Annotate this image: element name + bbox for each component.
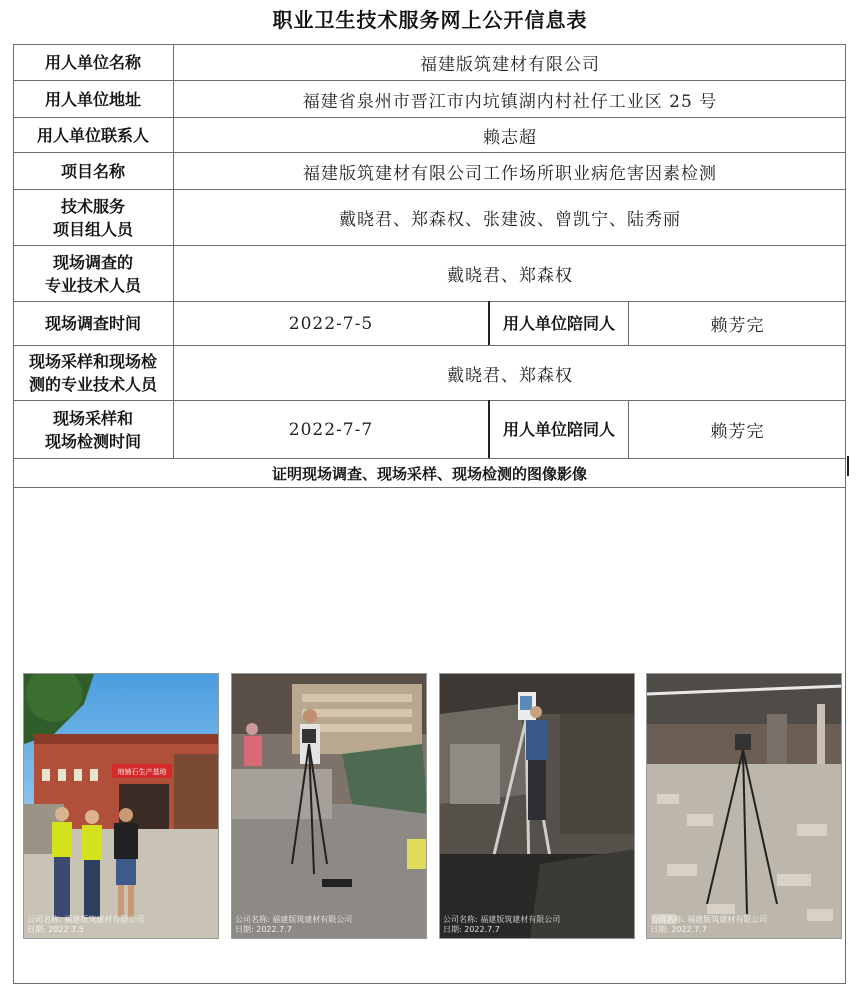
- photo-3-caption: [443, 915, 560, 935]
- photo-site-survey: [23, 673, 219, 939]
- photo-3-caption-company: 公司名称: 福建版筑建材有限公司: [443, 915, 561, 924]
- photo-4-caption-date: 日期: 2022.7.7: [650, 925, 707, 934]
- sampling-companion-label: 用人单位陪同人: [502, 420, 615, 439]
- photo-1-caption: [27, 915, 144, 935]
- team-label-line1: 技术服务: [60, 196, 125, 216]
- sampling-staff-label-line1: 现场采样和现场检: [28, 352, 157, 371]
- project-label: 项目名称: [60, 161, 125, 181]
- photo-3-caption-date: 日期: 2022.7.7: [443, 925, 500, 934]
- sampling-staff-value: 戴晓君、郑森权: [447, 365, 573, 386]
- survey-companion-label: 用人单位陪同人: [502, 314, 615, 333]
- photo-sampling-1: [231, 673, 427, 939]
- photo-4-caption: [650, 915, 767, 935]
- survey-staff-label: [13, 246, 173, 301]
- images-section-title: 证明现场调查、现场采样、现场检测的图像影像: [271, 464, 587, 483]
- sampling-time-label-line1: 现场采样和: [52, 408, 133, 428]
- survey-staff-label-line1: 现场调查的: [52, 252, 133, 272]
- photo-2-caption-company: 公司名称: 福建版筑建材有限公司: [235, 915, 353, 924]
- sampling-staff-label: [13, 346, 173, 400]
- team-value: 戴晓君、郑森权、张建波、曾凯宁、陆秀丽: [339, 210, 681, 230]
- unit-name-label: 用人单位名称: [44, 52, 141, 72]
- survey-time-value: 2022-7-5: [288, 313, 374, 334]
- sampling-time-label-line2: 现场检测时间: [44, 431, 141, 451]
- margin-mark: [847, 456, 849, 476]
- sampling-time-label: [13, 401, 173, 458]
- photo-4-caption-company: 公司名称: 福建版筑建材有限公司: [650, 915, 768, 924]
- store-sign-text: 地铺石生产基地: [117, 768, 167, 776]
- team-label-line2: 项目组人员: [52, 219, 133, 239]
- survey-staff-label-line2: 专业技术人员: [44, 275, 141, 295]
- unit-address-value: 福建省泉州市晋江市内坑镇湖内村社仔工业区 25 号: [302, 91, 718, 112]
- photo-sampling-2: [439, 673, 635, 939]
- photo-2-caption-date: 日期: 2022.7.7: [235, 925, 292, 934]
- survey-time-label: 现场调查时间: [44, 314, 141, 333]
- photo-1-caption-company: 公司名称: 福建版筑建材有限公司: [27, 915, 145, 924]
- contact-label: 用人单位联系人: [36, 125, 149, 145]
- project-value: 福建版筑建材有限公司工作场所职业病危害因素检测: [303, 163, 717, 184]
- photo-1-caption-date: 日期: 2022.7.5: [27, 925, 84, 934]
- photo-sampling-3: [646, 673, 842, 939]
- unit-address-label: 用人单位地址: [44, 89, 141, 109]
- survey-companion-value: 赖芳完: [710, 316, 765, 336]
- sampling-staff-label-line2: 测的专业技术人员: [28, 375, 157, 394]
- photo-2-caption: [235, 915, 352, 935]
- team-label: [13, 190, 173, 245]
- unit-name-value: 福建版筑建材有限公司: [420, 54, 600, 75]
- contact-value: 赖志超: [483, 127, 537, 148]
- page-title: 职业卫生技术服务网上公开信息表: [272, 8, 588, 32]
- sampling-time-value: 2022-7-7: [288, 419, 374, 440]
- survey-staff-value: 戴晓君、郑森权: [447, 266, 573, 286]
- sampling-companion-value: 赖芳完: [710, 422, 765, 442]
